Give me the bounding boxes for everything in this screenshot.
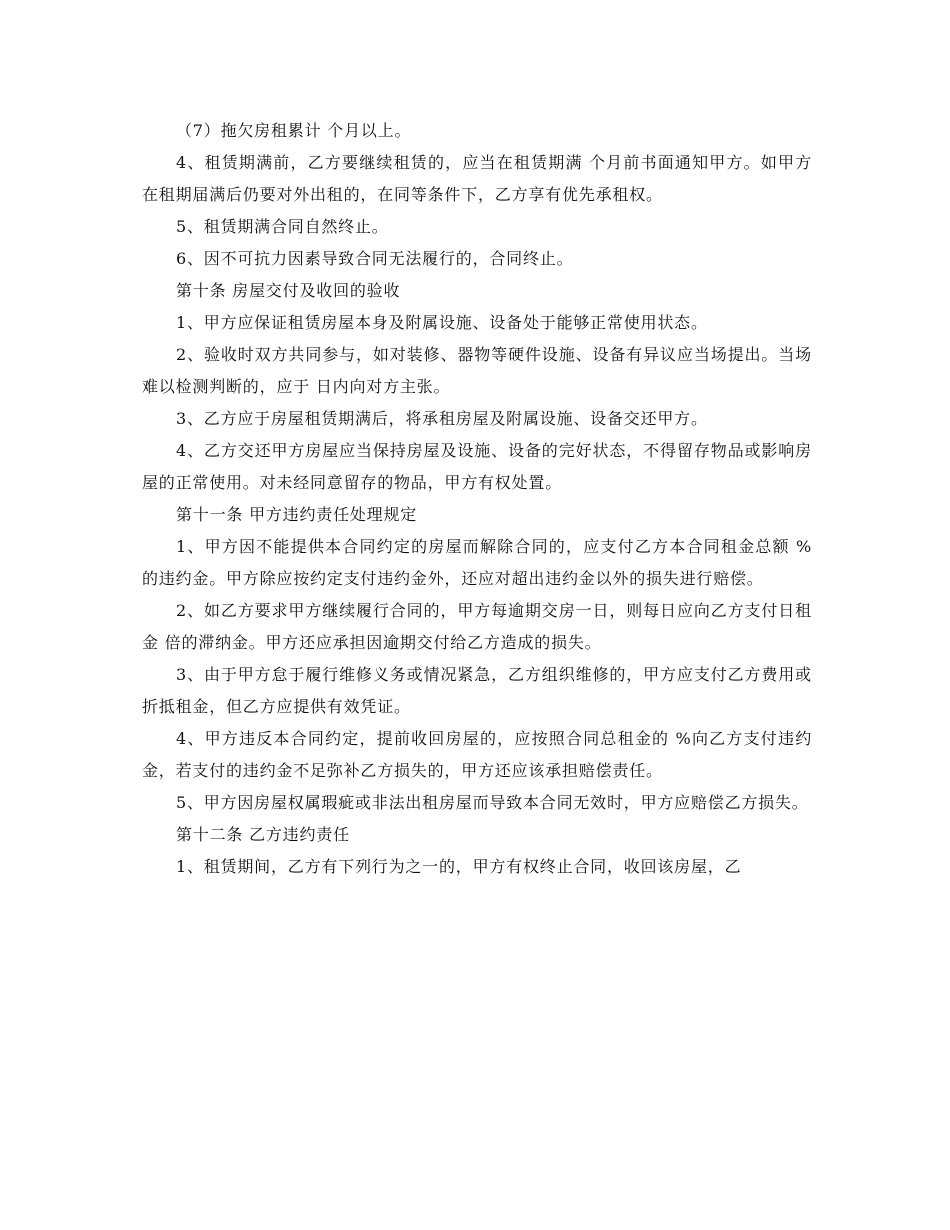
document-body bbox=[142, 115, 812, 883]
clause-item: （7）拖欠房租累计 个月以上。 bbox=[176, 121, 412, 140]
article-heading: 第十一条 甲方违约责任处理规定 bbox=[176, 505, 418, 524]
clause-item: 4、甲方违反本合同约定，提前收回房屋的，应按照合同总租金的 %向乙方支付违约金，若支付的违约金不足弥补乙方损失的，甲方还应该承担赔偿责任。 bbox=[142, 729, 812, 780]
clause-item: 3、乙方应于房屋租赁期满后，将承租房屋及附属设施、设备交还甲方。 bbox=[176, 409, 708, 428]
clause-item: 3、由于甲方怠于履行维修义务或情况紧急，乙方组织维修的，甲方应支付乙方费用或折抵租金，但乙方应提供有效凭证。 bbox=[142, 665, 812, 716]
clause-item: 1、租赁期间，乙方有下列行为之一的，甲方有权终止合同，收回该房屋，乙 bbox=[176, 857, 742, 876]
clause-item: 5、甲方因房屋权属瑕疵或非法出租房屋而导致本合同无效时，甲方应赔偿乙方损失。 bbox=[176, 793, 809, 812]
clause-item: 1、甲方应保证租赁房屋本身及附属设施、设备处于能够正常使用状态。 bbox=[176, 313, 708, 332]
article-heading: 第十条 房屋交付及收回的验收 bbox=[176, 281, 401, 300]
clause-item: 2、如乙方要求甲方继续履行合同的，甲方每逾期交房一日，则每日应向乙方支付日租金 倍的滞纳金。甲方还应承担因逾期交付给乙方造成的损失。 bbox=[142, 601, 812, 652]
clause-item: 2、验收时双方共同参与，如对装修、器物等硬件设施、设备有异议应当场提出。当场难以检测判断的，应于 日内向对方主张。 bbox=[142, 345, 812, 396]
clause-item: 1、甲方因不能提供本合同约定的房屋而解除合同的，应支付乙方本合同租金总额 %的违约金。甲方除应按约定支付违约金外，还应对超出违约金以外的损失进行赔偿。 bbox=[142, 537, 812, 588]
clause-item: 5、租赁期满合同自然终止。 bbox=[176, 217, 389, 236]
clause-item: 4、租赁期满前，乙方要继续租赁的，应当在租赁期满 个月前书面通知甲方。如甲方在租期届满后仍要对外出租的，在同等条件下，乙方享有优先承租权。 bbox=[142, 153, 812, 204]
clause-item: 6、因不可抗力因素导致合同无法履行的，合同终止。 bbox=[176, 249, 574, 268]
clause-item: 4、乙方交还甲方房屋应当保持房屋及设施、设备的完好状态，不得留存物品或影响房屋的正常使用。对未经同意留存的物品，甲方有权处置。 bbox=[142, 441, 812, 492]
article-heading: 第十二条 乙方违约责任 bbox=[176, 825, 350, 844]
